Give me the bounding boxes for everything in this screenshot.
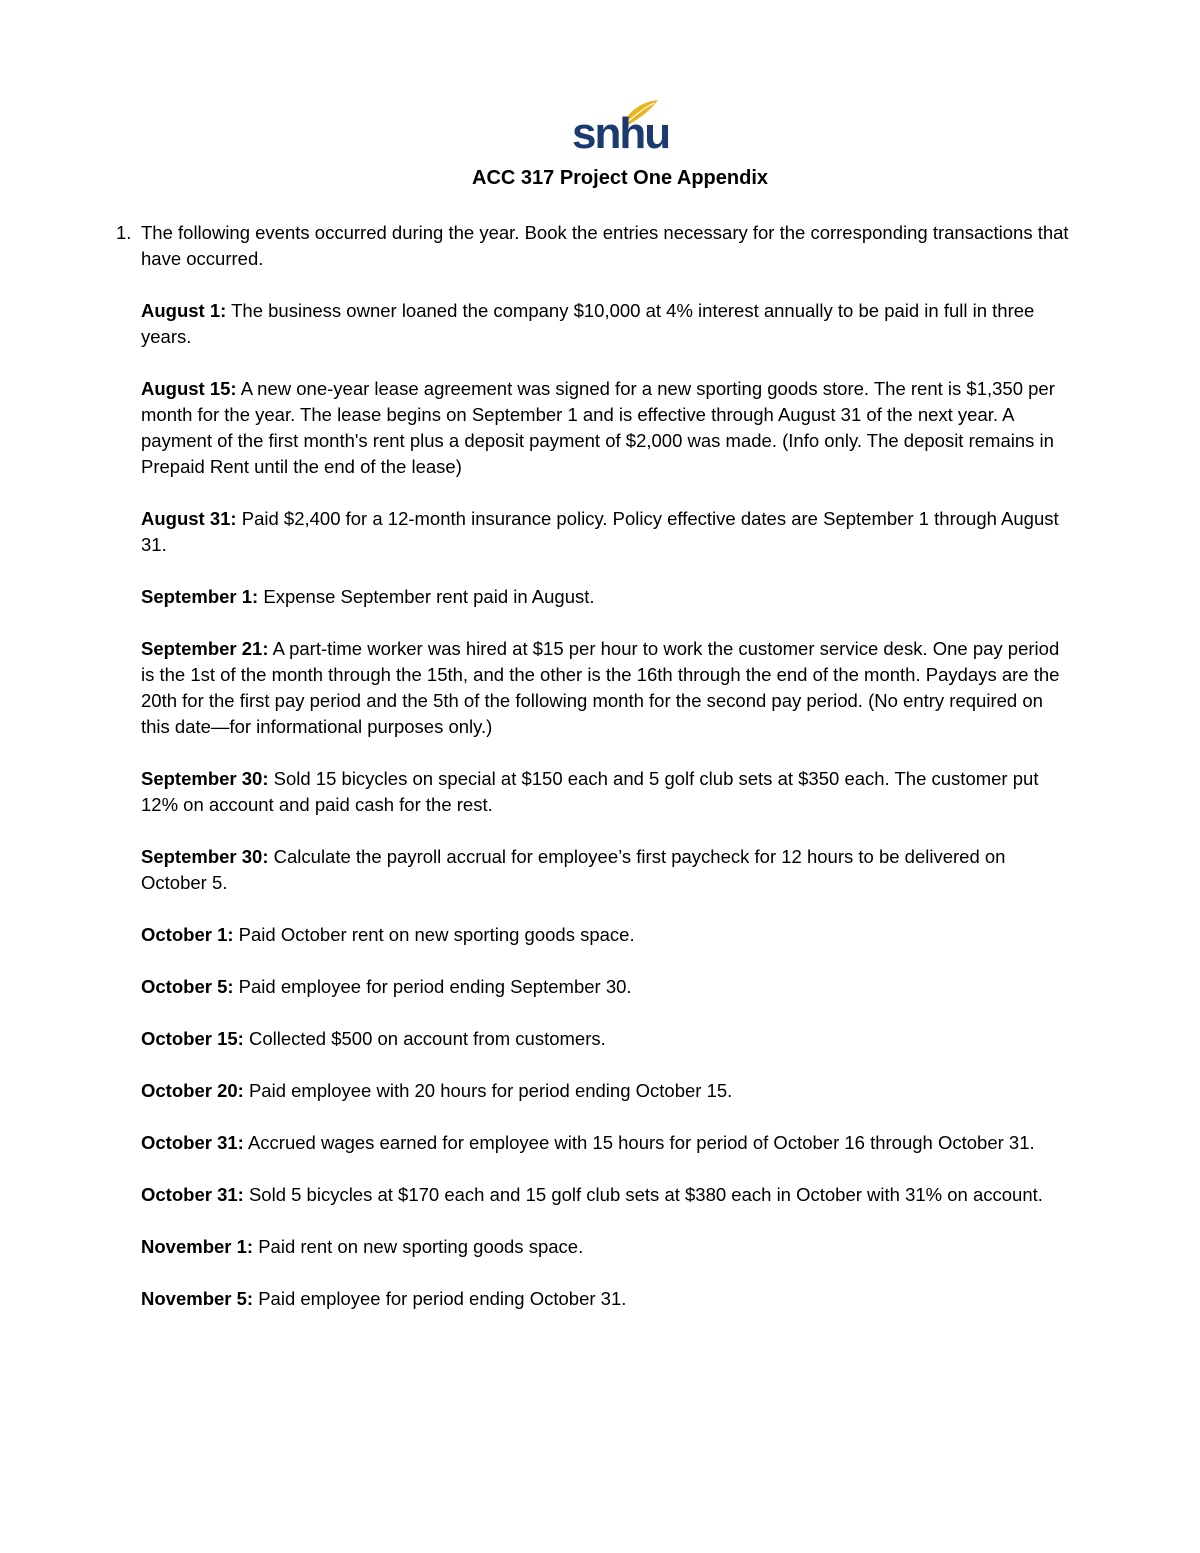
logo-wordmark: snhu [572, 109, 670, 158]
event-date: October 15: [141, 1028, 244, 1049]
intro-text: The following events occurred during the year. Book the entries necessary for the corresponding transactions that have occurred. [141, 222, 1069, 269]
event-description: Paid rent on new sporting goods space. [258, 1236, 584, 1257]
event-date: August 31: [141, 508, 237, 529]
event-date: September 30: [141, 768, 269, 789]
event-date: August 1: [141, 300, 227, 321]
document-body [116, 220, 1071, 1338]
event-entry [141, 584, 1071, 610]
list-item [116, 220, 1071, 272]
event-entry [141, 376, 1071, 480]
event-description: Paid October rent on new sporting goods space. [238, 924, 635, 945]
event-description: Calculate the payroll accrual for employee’s first paycheck for 12 hours to be delivered on October 5. [141, 846, 1006, 893]
event-entry [141, 506, 1071, 558]
event-entry [141, 1078, 1071, 1104]
event-description: A part-time worker was hired at $15 per hour to work the customer service desk. One pay period is the 1st of the month through the 15th, and the other is the 16th through the end of the month. Paydays are the 20th for the first pay period and the 5th of the following month for the second pay period. (No entry required on this date—for informational purposes only.) [141, 638, 1060, 737]
list-number: 1. [116, 222, 132, 243]
event-entry [141, 1026, 1071, 1052]
event-description: Accrued wages earned for employee with 15 hours for period of October 16 through October 31. [247, 1132, 1035, 1153]
page-title: ACC 317 Project One Appendix [472, 167, 768, 189]
event-description: The business owner loaned the company $10,000 at 4% interest annually to be paid in full in three years. [141, 300, 1035, 347]
event-description: Sold 5 bicycles at $170 each and 15 golf club sets at $380 each in October with 31% on account. [248, 1184, 1043, 1205]
event-description: Sold 15 bicycles on special at $150 each and 5 golf club sets at $350 each. The customer put 12% on account and paid cash for the rest. [141, 768, 1039, 815]
event-entry [141, 766, 1071, 818]
event-date: October 31: [141, 1184, 244, 1205]
event-description: Paid employee for period ending October 31. [258, 1288, 627, 1309]
event-date: November 1: [141, 1236, 254, 1257]
event-date: September 21: [141, 638, 269, 659]
event-date: August 15: [141, 378, 237, 399]
event-date: October 31: [141, 1132, 244, 1153]
event-list [141, 298, 1071, 1312]
event-entry [141, 1286, 1071, 1312]
event-date: September 30: [141, 846, 269, 867]
event-entry [141, 922, 1071, 948]
event-entry [141, 844, 1071, 896]
event-entry [141, 1130, 1071, 1156]
event-date: October 1: [141, 924, 234, 945]
event-date: September 1: [141, 586, 259, 607]
event-entry [141, 1234, 1071, 1260]
event-description: Expense September rent paid in August. [263, 586, 595, 607]
event-description: Paid employee for period ending September 30. [238, 976, 632, 997]
event-date: October 20: [141, 1080, 244, 1101]
event-description: Collected $500 on account from customers. [248, 1028, 606, 1049]
event-entry [141, 974, 1071, 1000]
event-entry [141, 298, 1071, 350]
event-description: Paid $2,400 for a 12-month insurance policy. Policy effective dates are September 1 through August 31. [141, 508, 1059, 555]
event-description: A new one-year lease agreement was signed for a new sporting goods store. The rent is $1,350 per month for the year. The lease begins on September 1 and is effective through August 31 of the next year. A payment of the first month's rent plus a deposit payment of $2,000 was made. (Info only. The deposit remains in Prepaid Rent until the end of the lease) [141, 378, 1055, 477]
event-description: Paid employee with 20 hours for period ending October 15. [248, 1080, 733, 1101]
event-entry [141, 636, 1071, 740]
snhu-logo [572, 98, 670, 160]
event-date: November 5: [141, 1288, 254, 1309]
event-date: October 5: [141, 976, 234, 997]
event-entry [141, 1182, 1071, 1208]
